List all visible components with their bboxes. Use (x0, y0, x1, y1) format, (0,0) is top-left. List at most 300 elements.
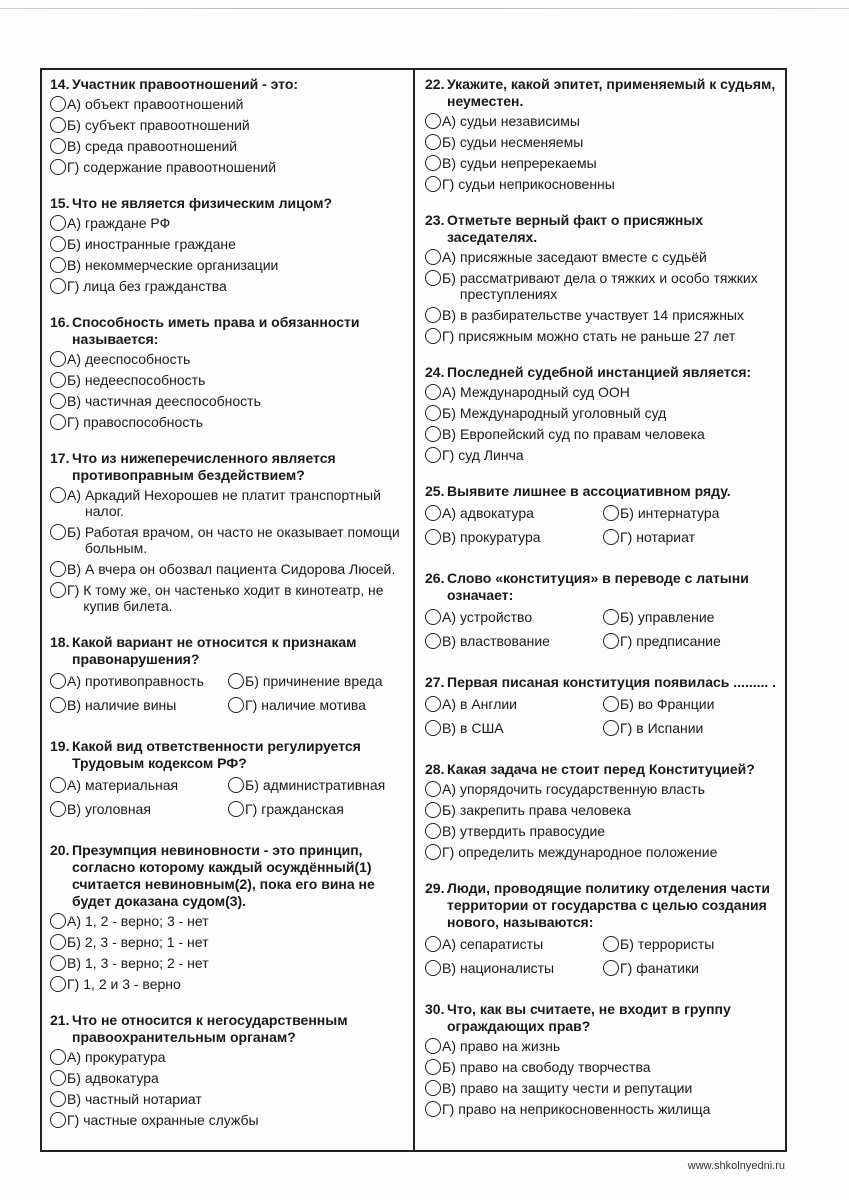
radio-circle-icon[interactable] (50, 414, 66, 430)
option-letter: Г) (620, 633, 633, 649)
answer-option[interactable] (50, 159, 413, 175)
radio-circle-icon[interactable] (50, 278, 66, 294)
radio-circle-icon[interactable] (425, 936, 441, 952)
option-text: 1, 2 - верно; 3 - нет (85, 913, 209, 929)
option-text: некоммерческие организации (85, 257, 279, 273)
radio-circle-icon[interactable] (425, 720, 441, 736)
option-letter: В) (442, 307, 456, 323)
radio-circle-icon[interactable] (50, 934, 66, 950)
radio-circle-icon[interactable] (50, 1112, 66, 1128)
radio-circle-icon[interactable] (50, 236, 66, 252)
radio-circle-icon[interactable] (603, 960, 619, 976)
option-text: предписание (636, 633, 721, 649)
answer-option[interactable] (425, 844, 785, 860)
option-letter: В) (442, 633, 456, 649)
option-letter: Г) (442, 176, 455, 192)
answer-option[interactable] (425, 447, 785, 463)
answer-option[interactable] (50, 487, 413, 519)
question-number: 21. (50, 1012, 70, 1028)
option-text: 1, 2 и 3 - верно (83, 976, 181, 992)
option-letter: Б) (620, 609, 634, 625)
answer-option[interactable] (603, 529, 785, 545)
answer-option[interactable] (50, 414, 413, 430)
radio-circle-icon[interactable] (50, 487, 66, 503)
answer-option[interactable] (50, 393, 413, 409)
answer-option[interactable] (50, 1049, 413, 1065)
question-text: Какая задача не стоит перед Конституцией? (447, 761, 755, 777)
option-text: 2, 3 - верно; 1 - нет (84, 934, 209, 950)
option-text: в разбирательстве участвует 14 присяжных (460, 307, 744, 323)
answer-options (50, 215, 413, 294)
radio-circle-icon[interactable] (425, 844, 441, 860)
radio-circle-icon[interactable] (603, 720, 619, 736)
radio-circle-icon[interactable] (228, 697, 244, 713)
answer-option[interactable] (425, 384, 785, 400)
option-letter: Б) (442, 802, 456, 818)
radio-circle-icon[interactable] (603, 609, 619, 625)
option-letter: Б) (67, 524, 81, 540)
radio-circle-icon[interactable] (425, 1101, 441, 1117)
radio-circle-icon[interactable] (425, 113, 441, 129)
question-27 (425, 674, 785, 741)
option-letter: Г) (245, 697, 258, 713)
option-letter: А) (67, 673, 81, 689)
option-letter: Б) (67, 372, 81, 388)
option-text: частичная дееспособность (85, 393, 261, 409)
answer-option[interactable] (425, 781, 785, 797)
radio-circle-icon[interactable] (50, 697, 66, 713)
answer-option[interactable] (50, 673, 228, 689)
radio-circle-icon[interactable] (425, 609, 441, 625)
answer-option[interactable] (425, 1080, 785, 1096)
option-letter: А) (67, 1049, 81, 1065)
question-number: 29. (425, 880, 445, 896)
option-letter: А) (442, 609, 456, 625)
answer-option[interactable] (50, 351, 413, 367)
answer-option[interactable] (50, 372, 413, 388)
question-text: Люди, проводящие политику отделения части территории от государства с целью создания нового, называются: (447, 880, 770, 930)
radio-circle-icon[interactable] (50, 96, 66, 112)
question-24 (425, 364, 785, 463)
option-text: присяжные заседают вместе с судьёй (460, 249, 707, 265)
option-text: противоправность (85, 673, 204, 689)
radio-circle-icon[interactable] (50, 777, 66, 793)
answer-option[interactable] (425, 307, 785, 323)
radio-circle-icon[interactable] (50, 524, 66, 540)
answer-option[interactable] (50, 117, 413, 133)
question-title (425, 570, 785, 604)
question-title (425, 212, 785, 246)
radio-circle-icon[interactable] (425, 529, 441, 545)
question-title (50, 634, 413, 668)
radio-circle-icon[interactable] (50, 138, 66, 154)
option-text: объект правоотношений (85, 96, 244, 112)
answer-option[interactable] (425, 802, 785, 818)
option-text: нотариат (636, 529, 695, 545)
option-letter: А) (67, 351, 81, 367)
answer-option[interactable] (50, 801, 228, 817)
option-letter: Б) (67, 934, 81, 950)
answer-option[interactable] (425, 1038, 785, 1054)
test-sheet-frame (40, 68, 787, 1152)
answer-options (50, 670, 413, 718)
answer-option[interactable] (603, 960, 785, 976)
option-text: судьи непререкаемы (460, 155, 597, 171)
question-text: Что, как вы считаете, не входит в группу ограждающих прав? (447, 1001, 731, 1034)
radio-circle-icon[interactable] (50, 561, 66, 577)
answer-option[interactable] (603, 696, 785, 712)
answer-option[interactable] (425, 1101, 785, 1117)
radio-circle-icon[interactable] (425, 328, 441, 344)
answer-option[interactable] (425, 270, 785, 302)
question-22 (425, 76, 785, 192)
answer-option[interactable] (425, 823, 785, 839)
answer-option[interactable] (228, 673, 413, 689)
option-text: материальная (85, 777, 179, 793)
question-text: Какой вариант не относится к признакам правонарушения? (72, 634, 357, 667)
radio-circle-icon[interactable] (425, 823, 441, 839)
radio-circle-icon[interactable] (425, 447, 441, 463)
answer-option[interactable] (425, 176, 785, 192)
radio-circle-icon[interactable] (603, 529, 619, 545)
option-letter: А) (442, 936, 456, 952)
question-number: 27. (425, 674, 445, 690)
radio-circle-icon[interactable] (425, 696, 441, 712)
answer-options (425, 693, 785, 741)
question-15 (50, 195, 413, 294)
answer-option[interactable] (425, 609, 603, 625)
option-text: право на неприкосновенность жилища (458, 1101, 711, 1117)
answer-option[interactable] (425, 155, 785, 171)
option-text: упорядочить государственную власть (460, 781, 705, 797)
question-text: Способность иметь права и обязанности называется: (72, 314, 360, 347)
question-21 (50, 1012, 413, 1128)
option-text: в Испании (636, 720, 704, 736)
question-number: 22. (425, 76, 445, 92)
question-text: Слово «конституция» в переводе с латыни означает: (447, 570, 749, 603)
radio-circle-icon[interactable] (425, 249, 441, 265)
radio-circle-icon[interactable] (50, 117, 66, 133)
answer-option[interactable] (603, 505, 785, 521)
radio-circle-icon[interactable] (50, 976, 66, 992)
answer-option[interactable] (425, 1059, 785, 1075)
option-text: граждане РФ (85, 215, 171, 231)
question-number: 18. (50, 634, 70, 650)
answer-option[interactable] (425, 405, 785, 421)
question-number: 19. (50, 738, 70, 754)
radio-circle-icon[interactable] (50, 673, 66, 689)
radio-circle-icon[interactable] (425, 781, 441, 797)
answer-option[interactable] (228, 777, 413, 793)
question-text: Укажите, какой эпитет, применяемый к судьям, неуместен. (447, 76, 776, 109)
option-text: судьи неприкосновенны (458, 176, 615, 192)
option-text: недееспособность (84, 372, 206, 388)
answer-option[interactable] (50, 1070, 413, 1086)
option-letter: Б) (442, 405, 456, 421)
answer-option[interactable] (425, 529, 603, 545)
option-letter: В) (442, 960, 456, 976)
option-letter: Б) (442, 134, 456, 150)
radio-circle-icon[interactable] (228, 801, 244, 817)
question-29 (425, 880, 785, 981)
radio-circle-icon[interactable] (50, 372, 66, 388)
radio-circle-icon[interactable] (425, 1038, 441, 1054)
option-text: властвование (460, 633, 550, 649)
answer-option[interactable] (425, 960, 603, 976)
option-letter: Г) (67, 976, 80, 992)
option-text: причинение вреда (262, 673, 383, 689)
radio-circle-icon[interactable] (425, 1059, 441, 1075)
option-text: управление (637, 609, 715, 625)
option-text: частный нотариат (85, 1091, 202, 1107)
radio-circle-icon[interactable] (425, 1080, 441, 1096)
answer-option[interactable] (50, 138, 413, 154)
option-text: частные охранные службы (83, 1112, 259, 1128)
option-text: Европейский суд по правам человека (460, 426, 705, 442)
question-number: 28. (425, 761, 445, 777)
radio-circle-icon[interactable] (50, 1070, 66, 1086)
question-18 (50, 634, 413, 718)
question-number: 30. (425, 1001, 445, 1017)
question-title (425, 364, 785, 381)
option-text: прокуратура (460, 529, 541, 545)
option-text: в США (460, 720, 504, 736)
radio-circle-icon[interactable] (50, 351, 66, 367)
option-text: 1, 3 - верно; 2 - нет (85, 955, 209, 971)
radio-circle-icon[interactable] (425, 384, 441, 400)
question-text: Что не является физическим лицом? (72, 195, 333, 211)
answer-option[interactable] (50, 976, 413, 992)
question-19 (50, 738, 413, 822)
option-letter: А) (442, 505, 456, 521)
radio-circle-icon[interactable] (603, 505, 619, 521)
option-text: в Англии (460, 696, 518, 712)
option-text: интернатура (637, 505, 720, 521)
option-text: гражданская (261, 801, 344, 817)
question-20 (50, 842, 413, 992)
option-text: судьи несменяемы (459, 134, 584, 150)
radio-circle-icon[interactable] (425, 270, 441, 286)
option-letter: Г) (442, 844, 455, 860)
question-26 (425, 570, 785, 654)
option-text: во Франции (637, 696, 715, 712)
option-letter: А) (442, 781, 456, 797)
radio-circle-icon[interactable] (425, 134, 441, 150)
question-number: 14. (50, 76, 70, 92)
radio-circle-icon[interactable] (425, 633, 441, 649)
answer-option[interactable] (603, 609, 785, 625)
radio-circle-icon[interactable] (50, 582, 66, 598)
answer-options (425, 113, 785, 192)
radio-circle-icon[interactable] (425, 802, 441, 818)
radio-circle-icon[interactable] (50, 955, 66, 971)
radio-circle-icon[interactable] (50, 159, 66, 175)
question-17 (50, 450, 413, 614)
option-text: дееспособность (85, 351, 191, 367)
option-letter: А) (442, 384, 456, 400)
answer-option[interactable] (425, 113, 785, 129)
question-16 (50, 314, 413, 430)
answer-option[interactable] (425, 505, 603, 521)
left-column (42, 70, 415, 1150)
option-text: содержание правоотношений (83, 159, 277, 175)
option-letter: В) (67, 801, 81, 817)
question-title (50, 738, 413, 772)
option-letter: А) (67, 215, 81, 231)
question-text: Что из нижеперечисленного является противоправным бездействием? (72, 450, 336, 483)
option-text: право на жизнь (460, 1038, 561, 1054)
option-text: право на защиту чести и репутации (460, 1080, 693, 1096)
option-letter: В) (442, 1080, 456, 1096)
answer-option[interactable] (425, 328, 785, 344)
option-letter: А) (67, 96, 81, 112)
answer-option[interactable] (228, 801, 413, 817)
answer-option[interactable] (425, 696, 603, 712)
question-title (425, 880, 785, 931)
option-letter: А) (442, 696, 456, 712)
question-title (50, 842, 413, 910)
radio-circle-icon[interactable] (50, 913, 66, 929)
question-title (50, 314, 413, 348)
option-letter: А) (442, 249, 456, 265)
question-number: 15. (50, 195, 70, 211)
option-text: Международный уголовный суд (459, 405, 667, 421)
option-text: утвердить правосудие (460, 823, 606, 839)
answer-options (425, 606, 785, 654)
option-letter: Б) (245, 777, 259, 793)
question-number: 23. (425, 212, 445, 228)
option-text: право на свободу творчества (459, 1059, 651, 1075)
answer-options (425, 933, 785, 981)
question-28 (425, 761, 785, 860)
option-text: наличие вины (85, 697, 177, 713)
answer-option[interactable] (50, 96, 413, 112)
answer-option[interactable] (50, 913, 413, 929)
answer-options (50, 913, 413, 992)
radio-circle-icon[interactable] (228, 777, 244, 793)
radio-circle-icon[interactable] (425, 960, 441, 976)
option-text: фанатики (636, 960, 699, 976)
answer-option[interactable] (50, 561, 413, 577)
question-title (50, 195, 413, 212)
right-column (415, 70, 785, 1150)
option-text: правоспособность (83, 414, 204, 430)
answer-options (425, 384, 785, 463)
option-letter: Б) (67, 1070, 81, 1086)
answer-option[interactable] (50, 934, 413, 950)
option-text: суд Линча (458, 447, 524, 463)
answer-options (425, 1038, 785, 1117)
answer-option[interactable] (50, 257, 413, 273)
option-letter: В) (442, 720, 456, 736)
radio-circle-icon[interactable] (603, 936, 619, 952)
option-letter: В) (67, 955, 81, 971)
option-letter: А) (67, 913, 81, 929)
answer-option[interactable] (603, 633, 785, 649)
answer-option[interactable] (50, 1112, 413, 1128)
radio-circle-icon[interactable] (425, 426, 441, 442)
answer-option[interactable] (50, 1091, 413, 1107)
answer-option[interactable] (50, 278, 413, 294)
option-text: Аркадий Нехорошев не платит транспортный налог. (85, 487, 381, 519)
option-text: наличие мотива (261, 697, 366, 713)
radio-circle-icon[interactable] (228, 673, 244, 689)
option-text: Международный суд ООН (460, 384, 630, 400)
option-letter: В) (67, 257, 81, 273)
option-text: судьи независимы (460, 113, 580, 129)
answer-option[interactable] (425, 633, 603, 649)
radio-circle-icon[interactable] (425, 505, 441, 521)
radio-circle-icon[interactable] (50, 801, 66, 817)
option-letter: Г) (67, 278, 80, 294)
radio-circle-icon[interactable] (50, 393, 66, 409)
answer-option[interactable] (50, 697, 228, 713)
question-25 (425, 483, 785, 550)
question-text: Первая писаная конституция появилась ......... . (447, 674, 777, 690)
question-text: Участник правоотношений - это: (72, 76, 299, 92)
answer-option[interactable] (50, 524, 413, 556)
option-text: националисты (460, 960, 555, 976)
option-letter: Г) (442, 328, 455, 344)
option-letter: В) (442, 155, 456, 171)
answer-option[interactable] (603, 936, 785, 952)
answer-option[interactable] (228, 697, 413, 713)
option-letter: Б) (620, 936, 634, 952)
answer-option[interactable] (50, 215, 413, 231)
option-letter: Г) (67, 414, 80, 430)
answer-option[interactable] (425, 426, 785, 442)
question-title (425, 483, 785, 500)
option-letter: Б) (245, 673, 259, 689)
answer-options (425, 502, 785, 550)
answer-option[interactable] (425, 249, 785, 265)
answer-option[interactable] (425, 134, 785, 150)
option-text: устройство (460, 609, 533, 625)
radio-circle-icon[interactable] (425, 176, 441, 192)
option-text: террористы (637, 936, 715, 952)
radio-circle-icon[interactable] (50, 215, 66, 231)
question-number: 20. (50, 842, 70, 858)
option-text: адвокатура (84, 1070, 159, 1086)
answer-option[interactable] (50, 777, 228, 793)
radio-circle-icon[interactable] (50, 257, 66, 273)
radio-circle-icon[interactable] (50, 1049, 66, 1065)
answer-options (50, 96, 413, 175)
option-text: А вчера он обозвал пациента Сидорова Люсей. (85, 561, 396, 577)
radio-circle-icon[interactable] (603, 633, 619, 649)
answer-options (50, 774, 413, 822)
answer-option[interactable] (50, 236, 413, 252)
answer-option[interactable] (50, 582, 413, 614)
option-text: определить международное положение (458, 844, 718, 860)
answer-option[interactable] (425, 720, 603, 736)
radio-circle-icon[interactable] (50, 1091, 66, 1107)
radio-circle-icon[interactable] (425, 307, 441, 323)
question-text: Какой вид ответственности регулируется Трудовым кодексом РФ? (72, 738, 361, 771)
answer-option[interactable] (50, 955, 413, 971)
question-title (425, 1001, 785, 1035)
option-letter: В) (67, 697, 81, 713)
radio-circle-icon[interactable] (425, 155, 441, 171)
radio-circle-icon[interactable] (425, 405, 441, 421)
option-text: рассматривают дела о тяжких и особо тяжких преступлениях (459, 270, 758, 302)
answer-option[interactable] (603, 720, 785, 736)
radio-circle-icon[interactable] (603, 696, 619, 712)
option-letter: В) (442, 426, 456, 442)
question-number: 16. (50, 314, 70, 330)
answer-option[interactable] (425, 936, 603, 952)
option-letter: Г) (620, 960, 633, 976)
